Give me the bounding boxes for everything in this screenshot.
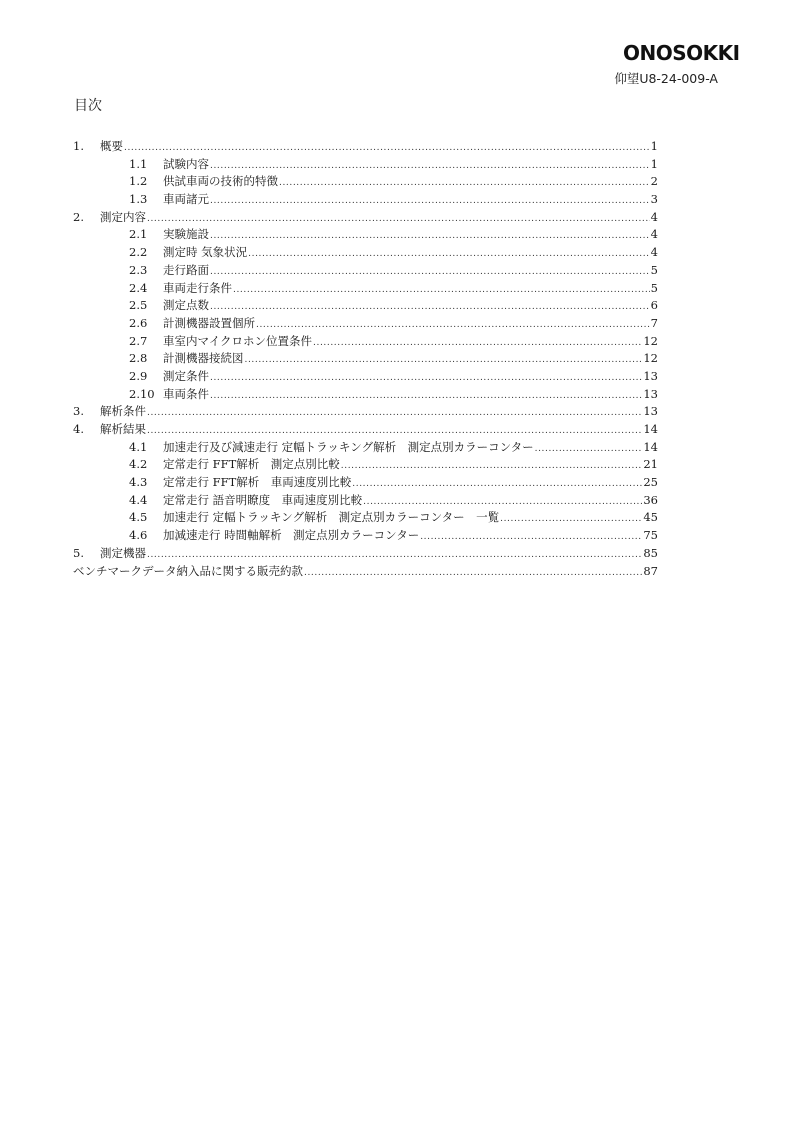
toc-entry-page: 75 bbox=[643, 528, 658, 543]
toc-entry-title: 定常走行 FFT解析 車両速度別比較 bbox=[163, 475, 352, 490]
toc-entry-number: 2.2 bbox=[129, 245, 148, 260]
toc-entry-page: 13 bbox=[643, 404, 658, 419]
toc-entry-title: 実験施設 bbox=[163, 227, 209, 242]
toc-entry-page: 13 bbox=[643, 386, 658, 401]
toc-leader-dots bbox=[210, 264, 650, 282]
toc-entry-page: 4 bbox=[650, 245, 658, 260]
toc-entry-page: 5 bbox=[650, 280, 658, 295]
toc-entry-page: 6 bbox=[650, 298, 658, 313]
toc-entry-page: 36 bbox=[643, 492, 658, 507]
toc-entry-title: 供試車両の技術的特徴 bbox=[163, 174, 278, 189]
toc-entry-title: 測定機器 bbox=[100, 545, 146, 560]
toc-leader-dots bbox=[210, 193, 650, 211]
toc-entry-number: 1.1 bbox=[129, 156, 148, 171]
toc-entry-page: 12 bbox=[643, 351, 658, 366]
toc-entry-page: 5 bbox=[650, 262, 658, 277]
toc-entry[interactable] bbox=[73, 492, 658, 510]
toc-entry-page: 4 bbox=[650, 227, 658, 242]
toc-entry-page: 7 bbox=[650, 315, 658, 330]
toc-leader-dots bbox=[256, 317, 650, 335]
toc-entry-number: 2.6 bbox=[129, 315, 148, 330]
toc-entry-page: 87 bbox=[643, 563, 658, 578]
toc-leader-dots bbox=[535, 441, 643, 459]
toc-entry-number: 3. bbox=[73, 404, 84, 419]
toc-entry[interactable] bbox=[73, 527, 658, 545]
toc-entry-page: 1 bbox=[650, 156, 658, 171]
toc-entry[interactable] bbox=[73, 368, 658, 386]
toc-leader-dots bbox=[147, 405, 642, 423]
toc-entry-page: 21 bbox=[643, 457, 658, 472]
toc-entry[interactable] bbox=[73, 173, 658, 191]
toc-entry-page: 3 bbox=[650, 192, 658, 207]
toc-entry[interactable] bbox=[73, 226, 658, 244]
toc-entry[interactable] bbox=[73, 545, 658, 563]
toc-leader-dots bbox=[420, 529, 642, 547]
toc-entry[interactable] bbox=[73, 280, 658, 298]
toc-entry-number: 2.9 bbox=[129, 368, 148, 383]
toc-entry-number: 5. bbox=[73, 545, 84, 560]
toc-leader-dots bbox=[279, 175, 650, 193]
toc-entry[interactable] bbox=[73, 333, 658, 351]
toc-entry-title: 車両走行条件 bbox=[163, 280, 232, 295]
toc-entry[interactable] bbox=[73, 563, 658, 581]
toc-entry[interactable] bbox=[73, 297, 658, 315]
toc-entry-title: 加速走行及び減速走行 定幅トラッキング解析 測定点別カラーコンター bbox=[163, 439, 534, 454]
toc-entry-title: 走行路面 bbox=[163, 262, 209, 277]
toc-entry-title: 測定点数 bbox=[163, 298, 209, 313]
toc-entry-title: 車両条件 bbox=[163, 386, 209, 401]
toc-entry-number: 4. bbox=[73, 422, 84, 436]
toc-entry[interactable] bbox=[73, 209, 658, 227]
toc-entry-number: 4.6 bbox=[129, 528, 148, 543]
toc-entry-title: 測定条件 bbox=[163, 368, 209, 383]
toc-entry-title: 解析結果 bbox=[100, 422, 146, 436]
toc-entry-title: 加減速走行 時間軸解析 測定点別カラーコンター bbox=[163, 528, 420, 543]
toc-entry[interactable] bbox=[73, 386, 658, 404]
table-of-contents bbox=[73, 138, 658, 580]
toc-leader-dots bbox=[210, 388, 642, 406]
toc-entry-title: 計測機器設置個所 bbox=[163, 315, 255, 330]
toc-entry-page: 25 bbox=[643, 475, 658, 490]
toc-leader-dots bbox=[147, 211, 650, 229]
toc-title: 目次 bbox=[74, 98, 102, 114]
toc-entry-title: 計測機器接続図 bbox=[163, 351, 244, 366]
toc-entry-number: 1. bbox=[73, 139, 84, 153]
toc-entry[interactable] bbox=[73, 156, 658, 174]
toc-entry-number: 2.10 bbox=[129, 386, 155, 401]
toc-entry-page: 12 bbox=[643, 333, 658, 348]
toc-entry-number: 4.4 bbox=[129, 492, 148, 507]
toc-entry-title: ベンチマークデータ納入品に関する販売約款 bbox=[73, 563, 303, 578]
toc-entry-title: 概要 bbox=[100, 139, 123, 153]
toc-entry-number: 2.5 bbox=[129, 298, 148, 313]
toc-leader-dots bbox=[304, 565, 642, 583]
toc-entry-title: 加速走行 定幅トラッキング解析 測定点別カラーコンター 一覧 bbox=[163, 510, 500, 525]
toc-entry[interactable] bbox=[73, 244, 658, 262]
toc-entry-number: 4.1 bbox=[129, 439, 148, 454]
toc-entry-number: 2.4 bbox=[129, 280, 148, 295]
toc-entry-page: 2 bbox=[650, 174, 658, 189]
toc-entry-page: 45 bbox=[643, 510, 658, 525]
toc-entry[interactable] bbox=[73, 315, 658, 333]
toc-entry[interactable] bbox=[73, 262, 658, 280]
toc-entry-title: 車室内マイクロホン位置条件 bbox=[163, 333, 313, 348]
toc-leader-dots bbox=[210, 370, 642, 388]
toc-entry-number: 1.3 bbox=[129, 192, 148, 207]
toc-entry-number: 2.1 bbox=[129, 227, 148, 242]
toc-entry-number: 4.5 bbox=[129, 510, 148, 525]
toc-entry[interactable] bbox=[73, 456, 658, 474]
toc-entry-number: 4.2 bbox=[129, 457, 148, 472]
toc-entry-title: 測定内容 bbox=[100, 209, 146, 224]
toc-leader-dots bbox=[313, 335, 642, 353]
toc-entry-title: 測定時 気象状況 bbox=[163, 245, 248, 260]
toc-entry[interactable] bbox=[73, 421, 658, 439]
toc-entry-page: 14 bbox=[643, 422, 658, 436]
toc-leader-dots bbox=[352, 476, 642, 494]
toc-entry-number: 2.3 bbox=[129, 262, 148, 277]
toc-leader-dots bbox=[210, 299, 650, 317]
toc-entry[interactable] bbox=[73, 138, 658, 156]
toc-entry-title: 解析条件 bbox=[100, 404, 146, 419]
toc-entry-page: 13 bbox=[643, 368, 658, 383]
toc-entry-page: 14 bbox=[643, 439, 658, 454]
toc-entry-title: 定常走行 語音明瞭度 車両速度別比較 bbox=[163, 492, 363, 507]
toc-entry-title: 試験内容 bbox=[163, 156, 209, 171]
toc-entry[interactable] bbox=[73, 509, 658, 527]
toc-leader-dots bbox=[245, 352, 643, 370]
toc-leader-dots bbox=[341, 458, 643, 476]
toc-entry-number: 4.3 bbox=[129, 475, 148, 490]
toc-entry-title: 定常走行 FFT解析 測定点別比較 bbox=[163, 457, 340, 472]
toc-entry[interactable] bbox=[73, 350, 658, 368]
toc-entry-number: 2.8 bbox=[129, 351, 148, 366]
toc-leader-dots bbox=[233, 282, 650, 300]
toc-entry-page: 85 bbox=[643, 545, 658, 560]
toc-entry-number: 2. bbox=[73, 209, 84, 224]
toc-entry-number: 2.7 bbox=[129, 333, 148, 348]
toc-entry[interactable] bbox=[73, 191, 658, 209]
toc-entry-page: 4 bbox=[650, 209, 658, 224]
toc-entry-number: 1.2 bbox=[129, 174, 148, 189]
document-id: 仰望U8-24-009-A bbox=[614, 71, 718, 86]
toc-entry[interactable] bbox=[73, 403, 658, 421]
toc-entry[interactable] bbox=[73, 474, 658, 492]
toc-entry-page: 1 bbox=[650, 139, 658, 153]
toc-entry-title: 車両諸元 bbox=[163, 192, 209, 207]
toc-leader-dots bbox=[500, 511, 642, 529]
company-logo: ONOSOKKI bbox=[623, 41, 740, 65]
toc-entry[interactable] bbox=[73, 439, 658, 457]
toc-leader-dots bbox=[210, 228, 650, 246]
toc-leader-dots bbox=[248, 246, 650, 264]
